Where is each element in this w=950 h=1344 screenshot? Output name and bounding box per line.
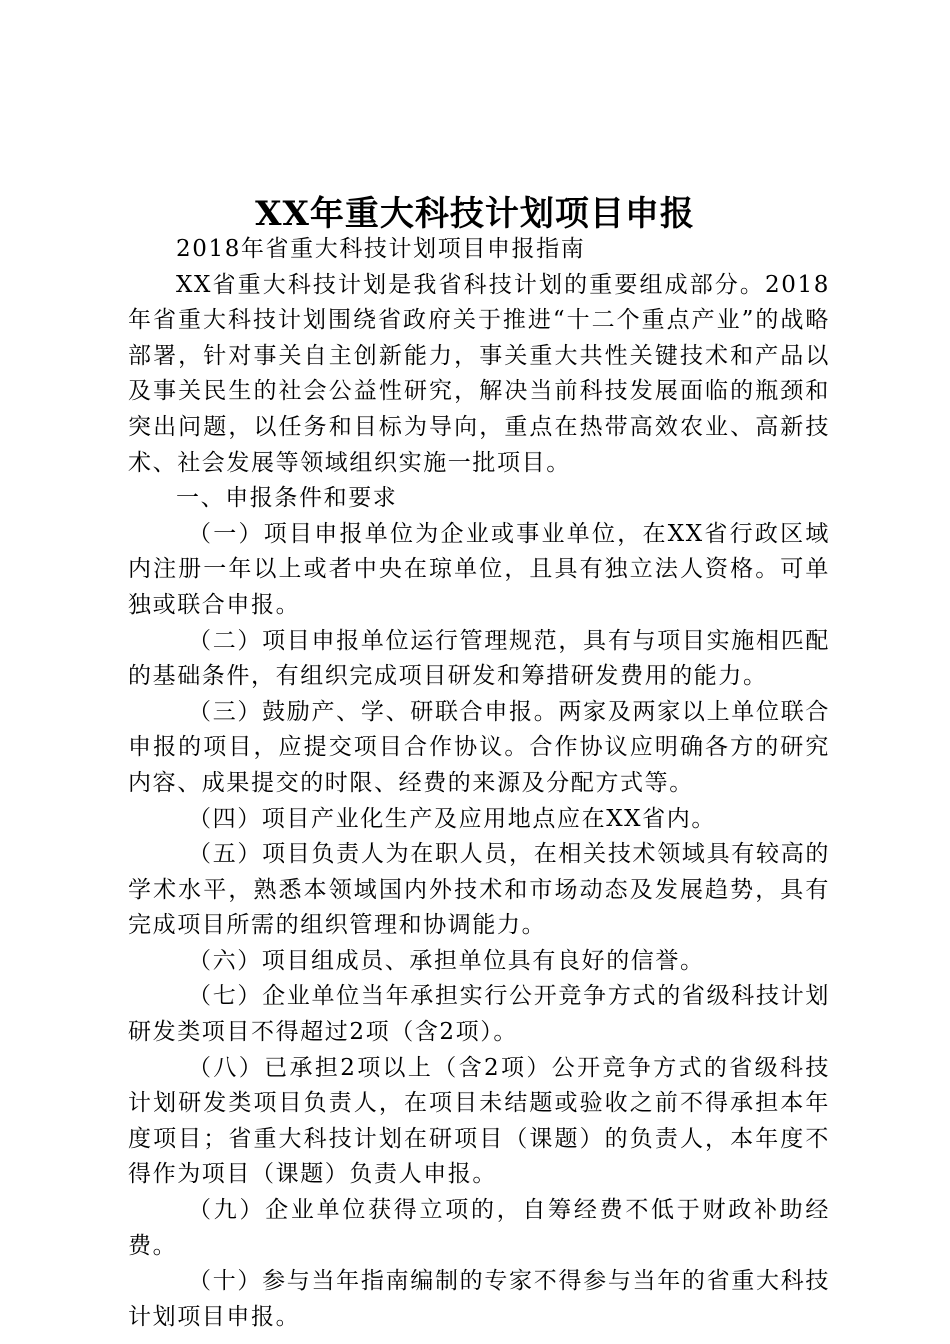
paragraph-item-1: （一）项目申报单位为企业或事业单位，在XX省行政区域内注册一年以上或者中央在琼单位，且具有独立法人资格。可单独或联合申报。 [128, 520, 830, 618]
document-body [128, 232, 830, 1335]
paragraph-guide-title: 2018年省重大科技计划项目申报指南 [176, 236, 586, 262]
paragraph-item-5: （五）项目负责人为在职人员，在相关技术领域具有较高的学术水平，熟悉本领域国内外技术和市场动态及发展趋势，具有完成项目所需的组织管理和协调能力。 [128, 841, 830, 939]
paragraph-item-7: （七）企业单位当年承担实行公开竞争方式的省级科技计划研发类项目不得超过2项（含2项）。 [128, 983, 830, 1046]
paragraph-item-6: （六）项目组成员、承担单位具有良好的信誉。 [188, 947, 705, 974]
document-title: XX年重大科技计划项目申报 [255, 194, 695, 234]
paragraph-item-9: （九）企业单位获得立项的，自筹经费不低于财政补助经费。 [128, 1197, 830, 1259]
paragraph-item-8: （八）已承担2项以上（含2项）公开竞争方式的省级科技计划研发类项目负责人，在项目未结题或验收之前不得承担本年度项目；省重大科技计划在研项目（课题）的负责人，本年度不得作为项目（课题）负责人申报。 [128, 1054, 830, 1188]
paragraph-item-3: （三）鼓励产、学、研联合申报。两家及两家以上单位联合申报的项目，应提交项目合作协议。合作协议应明确各方的研究内容、成果提交的时限、经费的来源及分配方式等。 [128, 698, 830, 796]
paragraph-item-4: （四）项目产业化生产及应用地点应在XX省内。 [188, 805, 716, 832]
section-heading-requirements: 一、申报条件和要求 [176, 485, 398, 512]
paragraph-item-10: （十）参与当年指南编制的专家不得参与当年的省重大科技计划项目申报。 [128, 1268, 830, 1330]
paragraph-intro: XX省重大科技计划是我省科技计划的重要组成部分。2018年省重大科技计划围绕省政府关于推进“十二个重点产业”的战略部署，针对事关自主创新能力，事关重大共性关键技术和产品以及事关民生的社会公益性研究，解决当前科技发展面临的瓶颈和突出问题，以任务和目标为导向，重点在热带高效农业、高新技术、社会发展等领域组织实施一批项目。 [128, 271, 830, 476]
paragraph-item-2: （二）项目申报单位运行管理规范，具有与项目实施相匹配的基础条件，有组织完成项目研发和筹措研发费用的能力。 [128, 627, 830, 690]
